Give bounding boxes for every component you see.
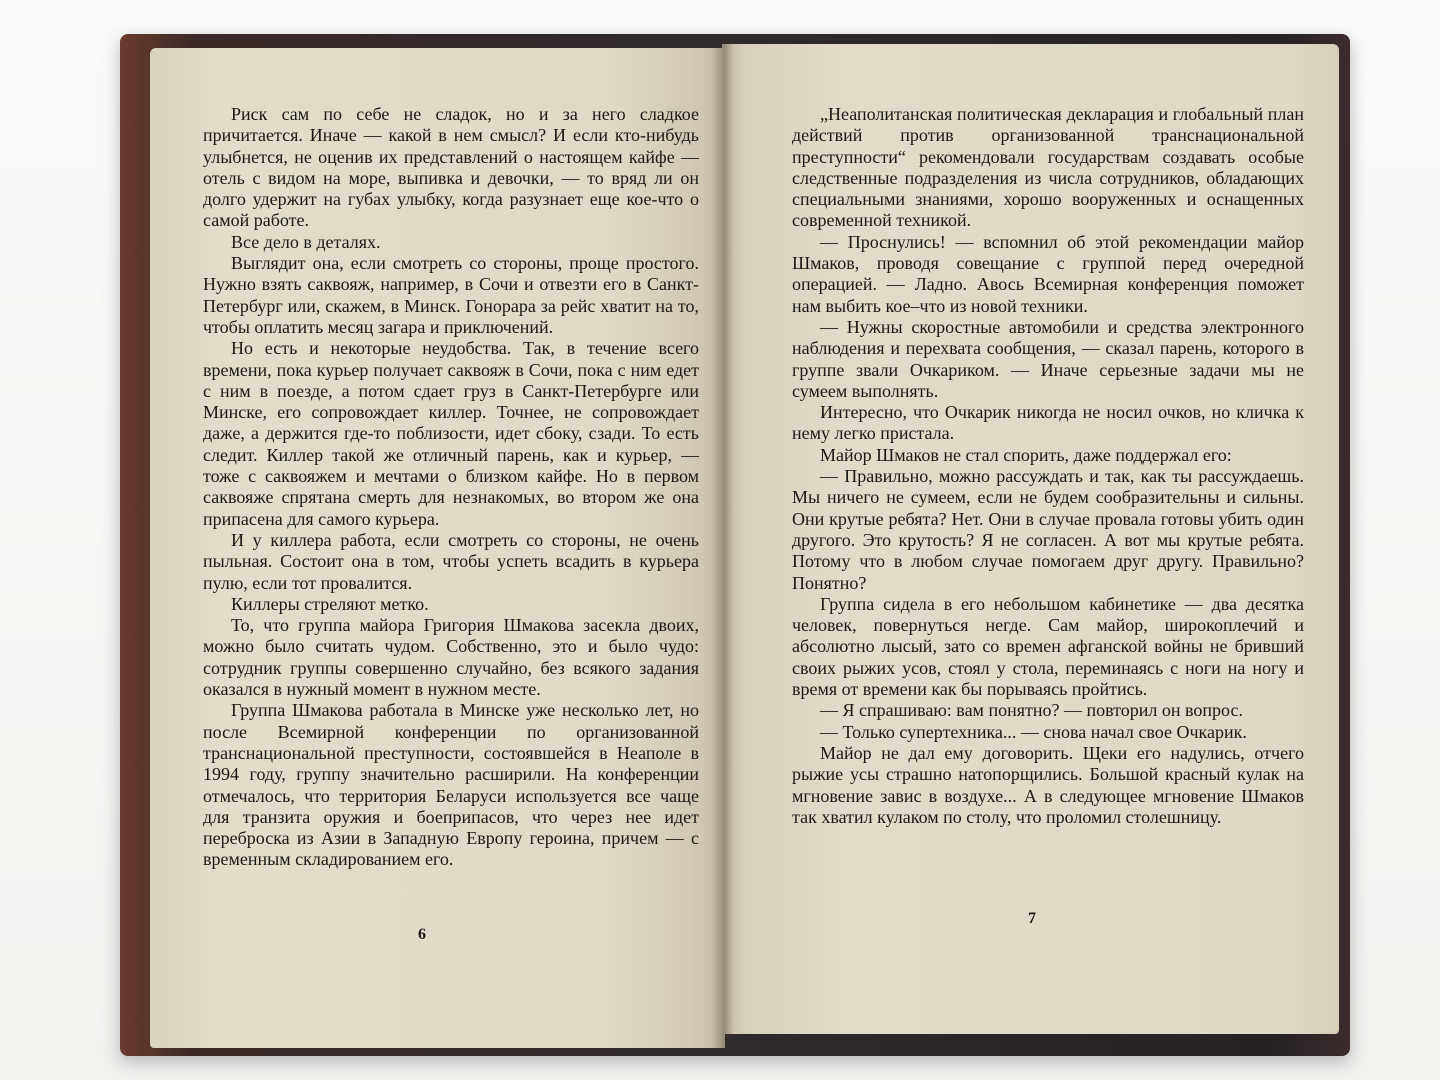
paragraph: — Я спрашиваю: вам понятно? — повторил он вопрос. [820,700,1243,721]
paragraph: Группа сидела в его небольшом кабинетике — два десятка человек, повернуться негде. Сам майор, широкоплечий и абсолютно лысый, зато со времен афганской войны не бривший своих рыжих усов, стоял у стола, переминаясь с ноги на ногу и время от времени как бы порываясь пройтись. [792,593,1304,700]
paragraph: Майор не дал ему договорить. Щеки его надулись, отчего рыжие усы страшно натопорщились. Большой красный кулак на мгновение завис в воздухе... А в следующее мгновение Шмаков так хватил кулаком по столу, что проломил столешницу. [792,742,1304,827]
right-page-text [792,104,1304,828]
paragraph: И у киллера работа, если смотреть со стороны, не очень пыльная. Состоит она в том, чтобы успеть всадить в курьера пулю, если тот провалится. [203,529,699,593]
paragraph: — Нужны скоростные автомобили и средства электронного наблюдения и перехвата сообщения, — сказал парень, которого в группе звали Очкариком. — Иначе серьезные задачи мы не сумеем выполнять. [792,316,1304,401]
paragraph: Майор Шмаков не стал спорить, даже поддержал его: [820,444,1232,465]
left-page [150,48,725,1048]
paragraph: Интересно, что Очкарик никогда не носил очков, но кличка к нему легко пристала. [792,402,1304,444]
right-page [722,44,1339,1034]
paragraph: — Проснулись! — вспомнил об этой рекомендации майор Шмаков, проводя совещание с группой перед очередной операцией. — Ладно. Авось Всемирная конференция поможет нам выбить кое–что из новой техники. [792,231,1304,316]
paragraph: Группа Шмакова работала в Минске уже несколько лет, но после Всемирной конференции по организованной транснациональной преступности, состоявшейся в Неаполе в 1994 году, группу значительно расширили. На конференции отмечалось, что территория Беларуси используется все чаще для транзита оружия и боеприпасов, что через нее идет переброска из Азии в Западную Европу героина, причем — с временным складированием его. [203,700,699,870]
page-number: 7 [1028,910,1036,927]
paragraph: Все дело в деталях. [231,231,381,252]
paragraph: То, что группа майора Григория Шмакова засекла двоих, можно было считать чудом. Собственно, это и было чудо: сотрудник группы совершенно случайно, без всякого задания оказался в нужный момент в нужном месте. [203,615,699,700]
book-spine-gutter [712,40,734,1050]
paragraph: Но есть и некоторые неудобства. Так, в течение всего времени, пока курьер получает саквояж в Сочи, пока с ним едет с ним в поезде, а потом сдает груз в Санкт-Петербурге или Минске, его сопровождает киллер. Точнее, не сопровождает даже, а держится где-то поблизости, идет сбоку, сзади. То есть следит. Киллер такой же отличный парень, как и курьер, — тоже с саквояжем и мечтами о близком кайфе. Но в первом саквояже спрятана смерть для незнакомых, во втором же она припасена для самого курьера. [203,338,699,529]
left-page-text [203,104,699,871]
paragraph: Риск сам по себе не сладок, но и за него сладкое причитается. Иначе — какой в нем смысл? И если кто-нибудь улыбнется, не оценив их представлений о настоящем кайфе — отель с видом на море, выпивка и девочки, — то вряд ли он долго удержит на губах улыбку, когда разузнает еще кое-что о самой работе. [203,104,699,231]
paragraph: „Неаполитанская политическая декларация и глобальный план действий против организованной транснациональной преступности“ рекомендовали государствам создавать особые следственные подразделения из числа сотрудников, обладающих специальными знаниями, хорошо вооруженных и оснащенных современной техникой. [792,104,1304,231]
paragraph: — Правильно, можно рассуждать и так, как ты рассуждаешь. Мы ничего не сумеем, если не будем сообразительны и сильны. Они крутые ребята? Нет. Они в случае провала готовы убить один другого. Это крутость? Я не согласен. А вот мы крутые ребята. Потому что в любом случае помогаем друг другу. Правильно? Понятно? [792,466,1304,593]
paragraph: Киллеры стреляют метко. [231,593,429,614]
page-number: 6 [418,926,426,943]
paragraph: Выглядит она, если смотреть со стороны, проще простого. Нужно взять саквояж, например, в Сочи и отвезти его в Санкт-Петербург или, скажем, в Минск. Гонорара за рейс хватит на то, чтобы оплатить месяц загара и приключений. [203,253,699,337]
paragraph: — Только супертехника... — снова начал свое Очкарик. [820,721,1247,742]
